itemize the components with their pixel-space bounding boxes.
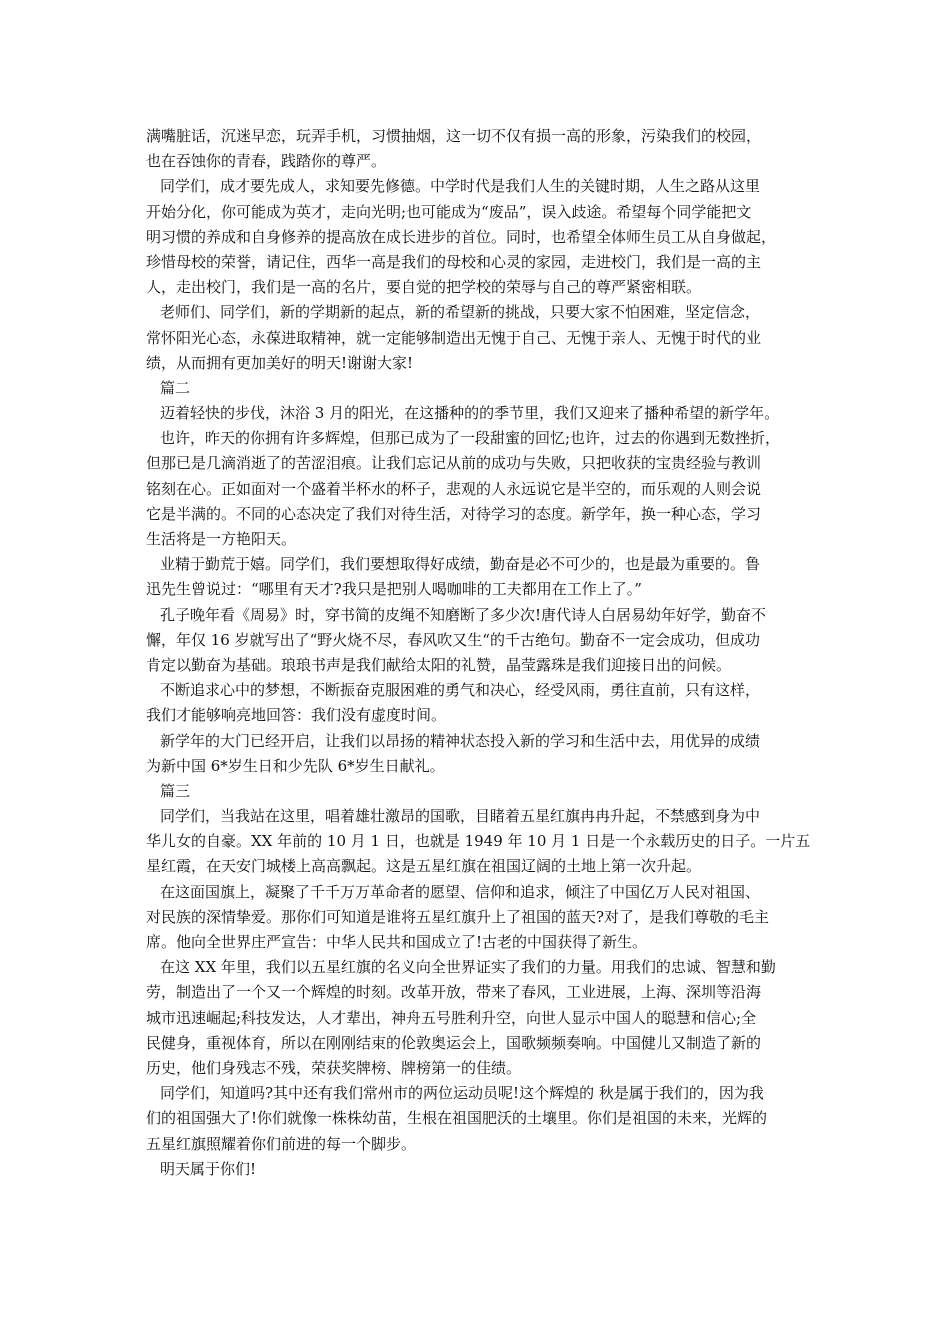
text-line: 五星红旗照耀着你们前进的每一个脚步。 (146, 1134, 417, 1153)
paragraph (146, 552, 816, 602)
text-line: 肯定以勤奋为基础。琅琅书声是我们献给太阳的礼赞，晶莹露珠是我们迎接日出的问候。 (146, 655, 732, 674)
text-line: 为新中国 6*岁生日和少先队 6*岁生日献礼。 (146, 756, 445, 775)
text-line: 业精于勤荒于嬉。同学们，我们要想取得好成绩，勤奋是必不可少的，也是最为重要的。鲁 (160, 555, 761, 574)
text-line: 华儿女的自豪。XX 年前的 10 月 1 日，也就是 1949 年 10 月 1 日是一个永载历史的日子。一片五 (146, 832, 811, 851)
text-line: 开始分化，你可能成为英才，走向光明;也可能成为“废品”，误入歧途。希望每个同学能把文 (146, 202, 752, 221)
text-line: 城市迅速崛起;科技发达，人才辈出，神舟五号胜利升空，向世人显示中国人的聪慧和信心;全 (146, 1008, 757, 1027)
document-body (146, 124, 816, 1182)
paragraph (146, 880, 816, 956)
text-line: 同学们，成才要先成人，求知要先修德。中学时代是我们人生的关键时期，人生之路从这里 (160, 177, 761, 196)
text-line: 星红霞，在天安门城楼上高高飘起。这是五星红旗在祖国辽阔的土地上第一次升起。 (146, 857, 702, 876)
text-line: 历史，他们身残志不残，荣获奖牌榜、牌榜第一的佳绩。 (146, 1058, 522, 1077)
text-line: 迅先生曾说过：“哪里有天才?我只是把别人喝咖啡的工夫都用在工作上了。” (146, 580, 642, 599)
text-line: 常怀阳光心态，永葆进取精神，就一定能够制造出无愧于自己、无愧于亲人、无愧于时代的业 (146, 328, 762, 347)
paragraph (146, 174, 816, 300)
text-line: 在这 XX 年里，我们以五星红旗的名义向全世界证实了我们的力量。用我们的忠诚、智慧和勤 (160, 958, 776, 977)
text-line: 篇二 (160, 378, 191, 397)
text-line: 绩，从而拥有更加美好的明天!谢谢大家! (146, 353, 414, 372)
text-line: 明天属于你们! (160, 1159, 257, 1178)
text-line: 孔子晚年看《周易》时，穿书简的皮绳不知磨断了多少次!唐代诗人白居易幼年好学，勤奋不 (160, 605, 767, 624)
paragraph (146, 603, 816, 679)
text-line: 也在吞蚀你的青春，践踏你的尊严。 (146, 152, 387, 171)
paragraph (146, 300, 816, 376)
text-line: 铭刻在心。正如面对一个盛着半杯水的杯子，悲观的人永远说它是半空的，而乐观的人则会说 (146, 479, 762, 498)
text-line: 篇三 (160, 781, 191, 800)
paragraph (146, 124, 816, 174)
paragraph (146, 1081, 816, 1157)
text-line: 满嘴脏话，沉迷早恋，玩弄手机，习惯抽烟，这一切不仅有损一高的形象，污染我们的校园， (146, 127, 762, 145)
paragraph (146, 426, 816, 552)
text-line: 珍惜母校的荣誉，请记住，西华一高是我们的母校和心灵的家园，走进校门，我们是一高的主 (146, 252, 762, 271)
text-line: 生活将是一方艳阳天。 (146, 530, 297, 548)
paragraph (146, 401, 816, 426)
section-heading (146, 376, 816, 401)
section-heading (146, 779, 816, 804)
text-line: 它是半满的。不同的心态决定了我们对待生活，对待学习的态度。新学年，换一种心态，学习 (146, 504, 762, 523)
text-line: 同学们，知道吗?其中还有我们常州市的两位运动员呢!这个辉煌的 秋是属于我们的，因为我 (160, 1084, 764, 1103)
text-line: 同学们，当我站在这里，唱着雄壮激昂的国歌，目睹着五星红旗冉冉升起，不禁感到身为中 (160, 807, 761, 826)
text-line: 席。他向全世界庄严宣告：中华人民共和国成立了!古老的中国获得了新生。 (146, 933, 648, 951)
paragraph (146, 955, 816, 1081)
text-line: 对民族的深情挚爱。那你们可知道是谁将五星红旗升上了祖国的蓝天?对了，是我们尊敬的毛主 (146, 907, 770, 926)
text-line: 迈着轻快的步伐，沐浴 3 月的阳光，在这播种的的季节里，我们又迎来了播种希望的新学年。 (160, 404, 780, 423)
text-line: 明习惯的养成和自身修养的提高放在成长进步的首位。同时，也希望全体师生员工从自身做起， (146, 227, 777, 246)
paragraph (146, 678, 816, 728)
text-line: 新学年的大门已经开启，让我们以昂扬的精神状态投入新的学习和生活中去，用优异的成绩 (160, 731, 761, 750)
text-line: 我们才能够响亮地回答：我们没有虚度时间。 (146, 706, 447, 725)
text-line: 劳，制造出了一个又一个辉煌的时刻。改革开放，带来了春风，工业进展，上海、深圳等沿海 (146, 983, 762, 1002)
text-line: 懈，年仅 16 岁就写出了“野火烧不尽，春风吹又生“的千古绝句。勤奋不一定会成功，但成功 (146, 630, 760, 649)
text-line: 民健身，重视体育，所以在刚刚结束的伦敦奥运会上，国歌频频奏响。中国健儿又制造了新的 (146, 1033, 762, 1052)
paragraph (146, 1157, 816, 1182)
text-line: 但那已是几滴消逝了的苦涩泪痕。让我们忘记从前的成功与失败，只把收获的宝贵经验与教训 (146, 454, 762, 473)
text-line: 老师们、同学们，新的学期新的起点，新的希望新的挑战，只要大家不怕困难，坚定信念， (160, 303, 761, 322)
text-line: 们的祖国强大了!你们就像一株株幼苗，生根在祖国肥沃的土壤里。你们是祖国的未来，光辉的 (146, 1109, 768, 1128)
paragraph (146, 804, 816, 880)
text-line: 在这面国旗上，凝聚了千千万万革命者的愿望、信仰和追求，倾注了中国亿万人民对祖国、 (160, 882, 761, 901)
text-line: 不断追求心中的梦想，不断振奋克服困难的勇气和决心，经受风雨，勇往直前，只有这样， (160, 681, 761, 700)
text-line: 也许，昨天的你拥有许多辉煌，但那已成为了一段甜蜜的回忆;也许，过去的你遇到无数挫折， (160, 429, 781, 448)
paragraph (146, 729, 816, 779)
text-line: 人，走出校门，我们是一高的名片，要自觉的把学校的荣辱与自己的尊严紧密相联。 (146, 278, 702, 297)
